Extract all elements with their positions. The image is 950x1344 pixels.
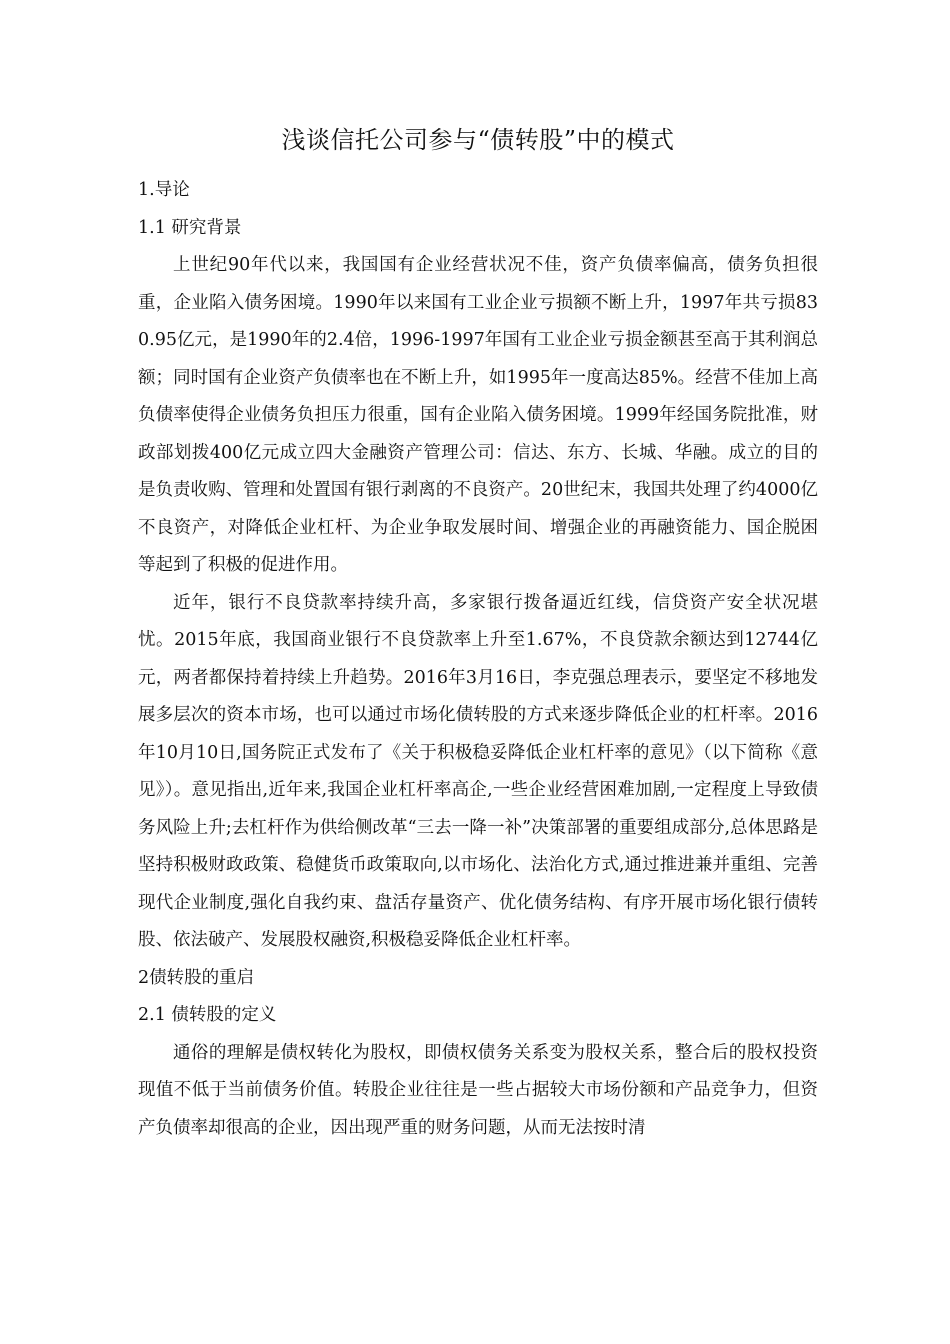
document-title: 浅谈信托公司参与“债转股”中的模式 xyxy=(281,126,675,154)
section-heading-definition: 2.1 债转股的定义 xyxy=(138,1005,277,1025)
paragraph-recent: 近年，银行不良贷款率持续升高，多家银行拨备逼近红线，信贷资产安全状况堪忧。2015年底，我国商业银行不良贷款率上升至1.67%，不良贷款余额达到12744亿元，两者都保持着持续上升趋势。2016年3月16日，李克强总理表示，要坚定不移地发展多层次的资本市场，也可以通过市场化债转股的方式来逐步降低企业的杠杆率。2016年10月10日,国务院正式发布了《关于积极稳妥降低企业杠杆率的意见》（以下简称《意见》）。意见指出,近年来,我国企业杠杆率高企,一些企业经营困难加剧,一定程度上导致债务风险上升;去杠杆作为供给侧改革“三去一降一补”决策部署的重要组成部分,总体思路是坚持积极财政政策、稳健货币政策取向,以市场化、法治化方式,通过推进兼并重组、完善现代企业制度,强化自我约束、盘活存量资产、优化债务结构、有序开展市场化银行债转股、依法破产、发展股权融资,积极稳妥降低企业杠杆率。 xyxy=(138,592,818,950)
paragraph-definition: 通俗的理解是债权转化为股权，即债权债务关系变为股权关系，整合后的股权投资现值不低于当前债务价值。转股企业往往是一些占据较大市场份额和产品竞争力，但资产负债率却很高的企业，因出现严重的财务问题，从而无法按时清 xyxy=(138,1042,818,1138)
section-heading-research-background: 1.1 研究背景 xyxy=(138,217,242,238)
paragraph-history: 上世纪90年代以来，我国国有企业经营状况不佳，资产负债率偏高，债务负担很重，企业陷入债务困境。1990年以来国有工业企业亏损额不断上升，1997年共亏损830.95亿元，是1990年的2.4倍，1996-1997年国有工业企业亏损金额甚至高于其利润总额；同时国有企业资产负债率也在不断上升，如1995年一度高达85%。经营不佳加上高负债率使得企业债务负担压力很重，国有企业陷入债务困境。1999年经国务院批准，财政部划拨400亿元成立四大金融资产管理公司：信达、东方、长城、华融。成立的目的是负责收购、管理和处置国有银行剥离的不良资产。20世纪末，我国共处理了约4000亿不良资产，对降低企业杠杆、为企业争取发展时间、增强企业的再融资能力、国企脱困等起到了积极的促进作用。 xyxy=(138,255,818,575)
section-heading-introduction: 1.导论 xyxy=(138,180,190,200)
section-heading-debt-equity-restart: 2债转股的重启 xyxy=(138,967,255,988)
